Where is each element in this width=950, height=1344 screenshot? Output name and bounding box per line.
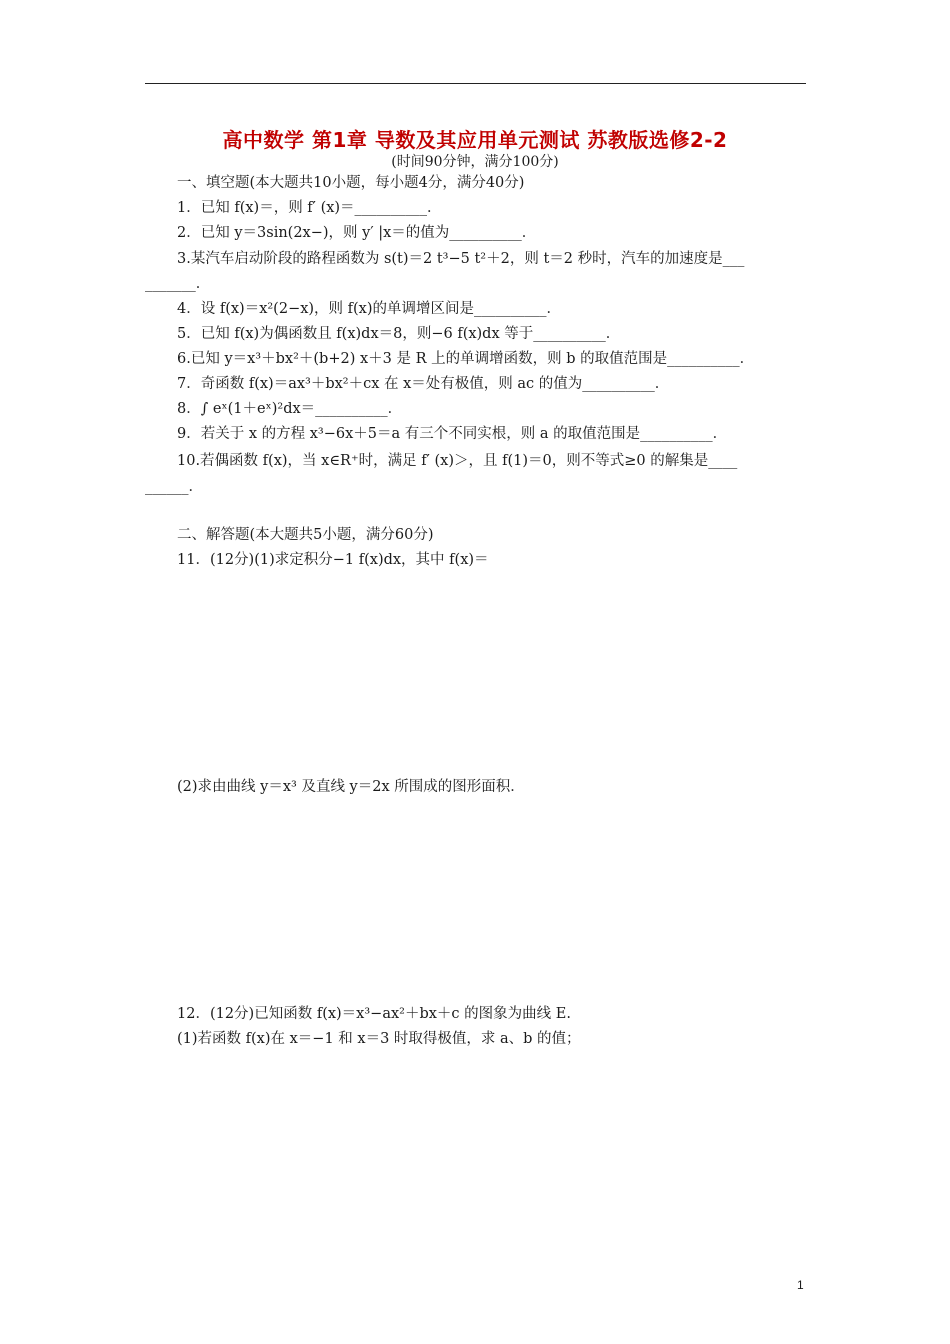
question-5: 5．已知 f(x)为偶函数且 f(x)dx＝8，则−6 f(x)dx 等于__________．: [177, 326, 621, 342]
question-3-continuation: _______．: [145, 276, 211, 292]
question-10-continuation: ______．: [145, 479, 203, 495]
page-subtitle: (时间90分钟，满分100分): [391, 154, 559, 170]
page-number: 1: [797, 1278, 804, 1292]
question-2: 2．已知 y＝3sin(2x−)，则 y′ |x＝的值为__________．: [177, 225, 537, 241]
question-10: 10.若偶函数 f(x)，当 x∈R⁺时，满足 f′ (x)＞，且 f(1)＝0，则不等式≥0 的解集是____: [177, 453, 738, 469]
question-11: 11．(12分)(1)求定积分−1 f(x)dx，其中 f(x)＝: [177, 552, 489, 568]
question-3: 3.某汽车启动阶段的路程函数为 s(t)＝2 t³−5 t²＋2，则 t＝2 秒时，汽车的加速度是___: [177, 251, 745, 267]
question-9: 9．若关于 x 的方程 x³−6x＋5＝a 有三个不同实根，则 a 的取值范围是__________．: [177, 426, 728, 442]
question-7: 7．奇函数 f(x)＝ax³＋bx²＋cx 在 x＝处有极值，则 ac 的值为__________．: [177, 376, 670, 392]
page-title: 高中数学 第1章 导数及其应用单元测试 苏教版选修2-2: [222, 128, 728, 152]
section1-heading: 一、填空题(本大题共10小题，每小题4分，满分40分): [177, 175, 525, 191]
question-12-part1: (1)若函数 f(x)在 x＝−1 和 x＝3 时取得极值，求 a、b 的值；: [177, 1031, 581, 1047]
question-12: 12．(12分)已知函数 f(x)＝x³−ax²＋bx＋c 的图象为曲线 E.: [177, 1006, 571, 1022]
section2-heading: 二、解答题(本大题共5小题，满分60分): [177, 527, 434, 543]
header-rule: [145, 83, 806, 84]
question-6: 6.已知 y＝x³＋bx²＋(b+2) x＋3 是 R 上的单调增函数，则 b 的取值范围是__________．: [177, 351, 755, 367]
question-8: 8．∫ eˣ(1＋eˣ)²dx＝__________．: [177, 401, 403, 417]
question-1: 1．已知 f(x)＝，则 f′ (x)＝__________．: [177, 200, 442, 216]
question-4: 4．设 f(x)＝x²(2−x)，则 f(x)的单调增区间是__________．: [177, 301, 562, 317]
question-11-part2: (2)求由曲线 y＝x³ 及直线 y＝2x 所围成的图形面积．: [177, 779, 525, 795]
